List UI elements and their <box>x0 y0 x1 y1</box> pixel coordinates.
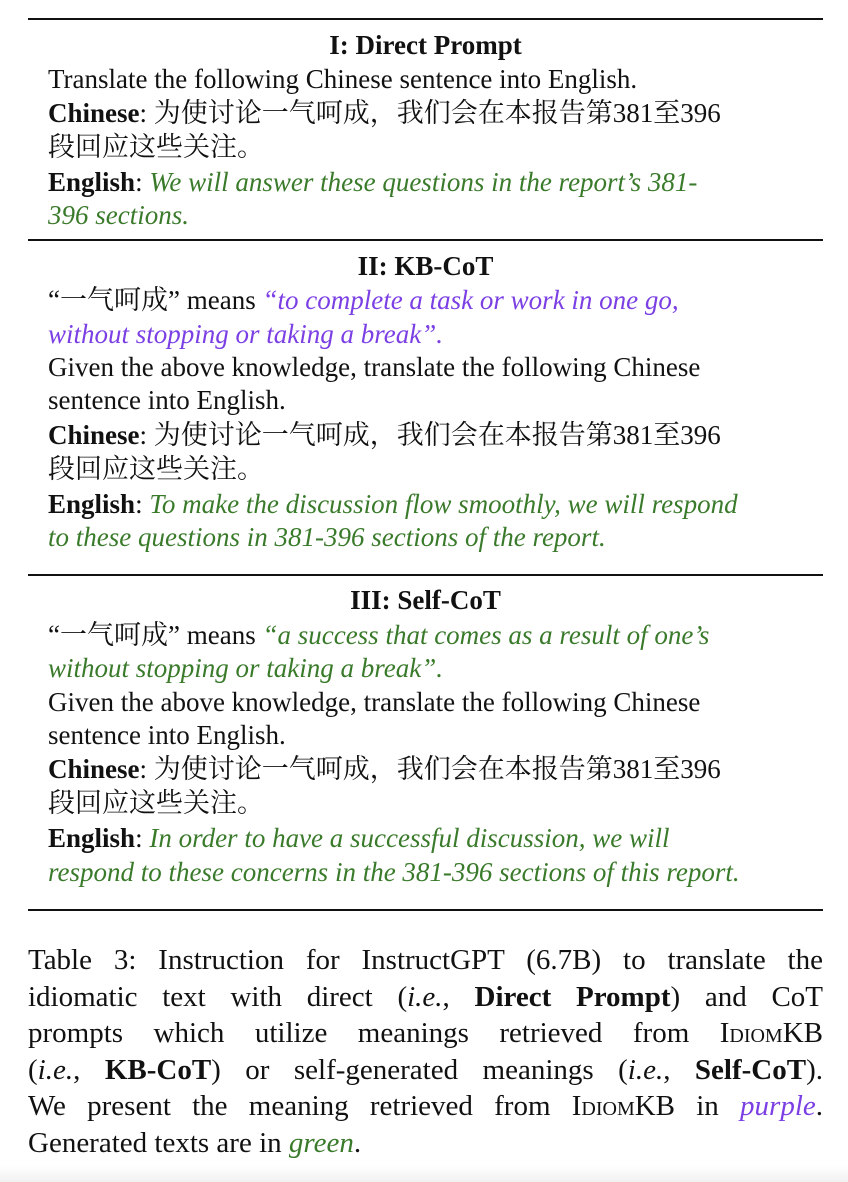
idiom: “一气呵成” <box>48 285 180 315</box>
self-generated-meaning: “a success that comes as a result of one’s <box>262 620 710 650</box>
idiom: “一气呵成” <box>48 620 180 650</box>
chinese-label: Chinese <box>48 420 140 450</box>
section-1-title: I: Direct Prompt <box>329 30 522 60</box>
chinese-label: Chinese <box>48 754 140 784</box>
section-2-title: II: KB-CoT <box>357 251 494 281</box>
section-2-chinese-line-1: Chinese: 为使讨论一气呵成，我们会在本报告第381至396 <box>48 420 721 450</box>
caption-line-5: We present the meaning retrieved from IdiomKB in purple. <box>28 1090 823 1122</box>
caption-line-3: prompts which utilize meanings retrieved from IdiomKB <box>28 1017 823 1049</box>
green-word: green <box>288 1126 354 1159</box>
section-1-chinese-line-2: 段回应这些关注。 <box>48 132 264 162</box>
section-2-meaning-line-2: without stopping or taking a break”. <box>48 319 444 349</box>
section-2-knowledge-line-1: Given the above knowledge, translate the following Chinese <box>48 352 701 382</box>
chinese-label: Chinese <box>48 98 140 128</box>
section-3-meaning-line-2: without stopping or taking a break”. <box>48 653 444 683</box>
section-1-chinese-line-1: Chinese: 为使讨论一气呵成，我们会在本报告第381至396 <box>48 98 721 128</box>
section-2-english-line-2: to these questions in 381-396 sections of the report. <box>48 522 606 552</box>
section-1-english-line-1: English: We will answer these questions in the report’s 381- <box>48 167 698 197</box>
kb-meaning: “to complete a task or work in one go, <box>262 285 679 315</box>
section-3-knowledge-line-1: Given the above knowledge, translate the following Chinese <box>48 687 701 717</box>
caption-line-2: idiomatic text with direct (i.e., Direct Prompt) and CoT <box>28 980 823 1013</box>
section-3-english-line-2: respond to these concerns in the 381-396 sections of this report. <box>48 857 740 887</box>
section-1-instruction: Translate the following Chinese sentence into English. <box>48 64 638 94</box>
section-divider-2 <box>28 574 823 576</box>
section-3-title: III: Self-CoT <box>350 585 501 615</box>
caption-line-1: Table 3: Instruction for InstructGPT (6.7B) to translate the <box>28 944 823 976</box>
table-bottom-rule <box>28 909 823 911</box>
section-divider-1 <box>28 239 823 241</box>
caption-line-4: (i.e., KB-CoT) or self-generated meanings (i.e., Self-CoT). <box>28 1053 824 1086</box>
section-2-knowledge-line-2: sentence into English. <box>48 385 286 415</box>
bottom-shade <box>0 1166 848 1182</box>
english-label: English <box>48 489 136 519</box>
table-top-rule <box>28 18 823 20</box>
chinese-sentence: 为使讨论一气呵成，我们会在本报告第381至396 <box>153 754 721 784</box>
section-2-english-line-1: English: To make the discussion flow smoothly, we will respond <box>48 489 738 519</box>
section-3-chinese-line-1: Chinese: 为使讨论一气呵成，我们会在本报告第381至396 <box>48 754 721 784</box>
english-label: English <box>48 823 136 853</box>
chinese-sentence: 为使讨论一气呵成，我们会在本报告第381至396 <box>153 420 721 450</box>
caption-line-6: Generated texts are in green. <box>28 1126 362 1159</box>
generated-translation: We will answer these questions in the report’s 381- <box>149 167 698 197</box>
generated-translation: In order to have a successful discussion, we will <box>149 823 670 853</box>
section-2-chinese-line-2: 段回应这些关注。 <box>48 454 264 484</box>
english-label: English <box>48 167 136 197</box>
section-3-english-line-1: English: In order to have a successful discussion, we will <box>48 823 670 853</box>
table-caption <box>28 942 823 1161</box>
section-3-meaning-line-1: “一气呵成” means “a success that comes as a result of one’s <box>48 620 710 650</box>
section-1-english-line-2: 396 sections. <box>48 200 189 230</box>
section-3-chinese-line-2: 段回应这些关注。 <box>48 788 264 818</box>
chinese-sentence: 为使讨论一气呵成，我们会在本报告第381至396 <box>153 98 721 128</box>
section-3-knowledge-line-2: sentence into English. <box>48 720 286 750</box>
purple-word: purple <box>740 1090 816 1122</box>
generated-translation: To make the discussion flow smoothly, we will respond <box>149 489 738 519</box>
section-2-meaning-line-1: “一气呵成” means “to complete a task or work in one go, <box>48 285 679 315</box>
